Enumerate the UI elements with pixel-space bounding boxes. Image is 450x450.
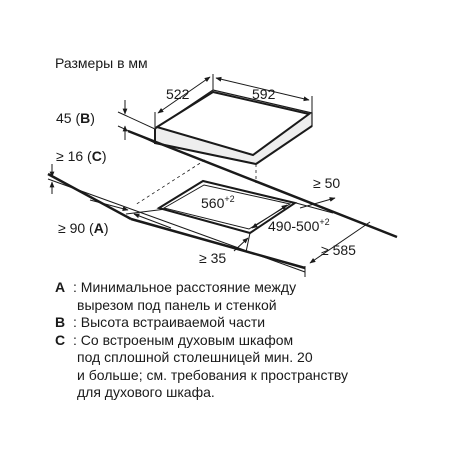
legend-text: : Со встроеным духовым шкафом под сплошной столешницей мин. 20 и больше; см. требования к пространству для духового шкафа. — [73, 331, 349, 400]
height-b-label: 45 (B) — [56, 110, 95, 126]
legend — [55, 279, 445, 402]
height-b-dimension — [118, 100, 155, 143]
cutout-width-label: $490-500^{+2}$ — [268, 217, 330, 234]
side-clearance-label: ≥ 50 — [313, 175, 341, 191]
diagram-title: Размеры в мм — [55, 55, 148, 71]
legend-key: B — [55, 314, 66, 330]
legend-key: C — [55, 331, 66, 348]
legend-text: : Минимальное расстояние между вырезом под панель и стенкой — [73, 279, 297, 313]
hob-width-label: 592 — [252, 86, 276, 102]
legend-item-b — [55, 314, 445, 332]
wall-distance-a-label: ≥ 90 (A) — [58, 220, 109, 236]
hob-depth-label: 522 — [166, 86, 190, 102]
legend-item-a — [55, 279, 445, 314]
cutout-depth-label: $560^{+2}$ — [201, 194, 235, 211]
countertop-thickness-c-label: ≥ 16 (C) — [56, 148, 107, 164]
legend-key: A — [55, 279, 66, 295]
counter-depth-label: ≥ 585 — [321, 242, 356, 258]
front-clearance-label: ≥ 35 — [199, 250, 227, 266]
legend-item-c — [55, 332, 445, 402]
legend-text: : Высота встраиваемой части — [73, 314, 266, 330]
